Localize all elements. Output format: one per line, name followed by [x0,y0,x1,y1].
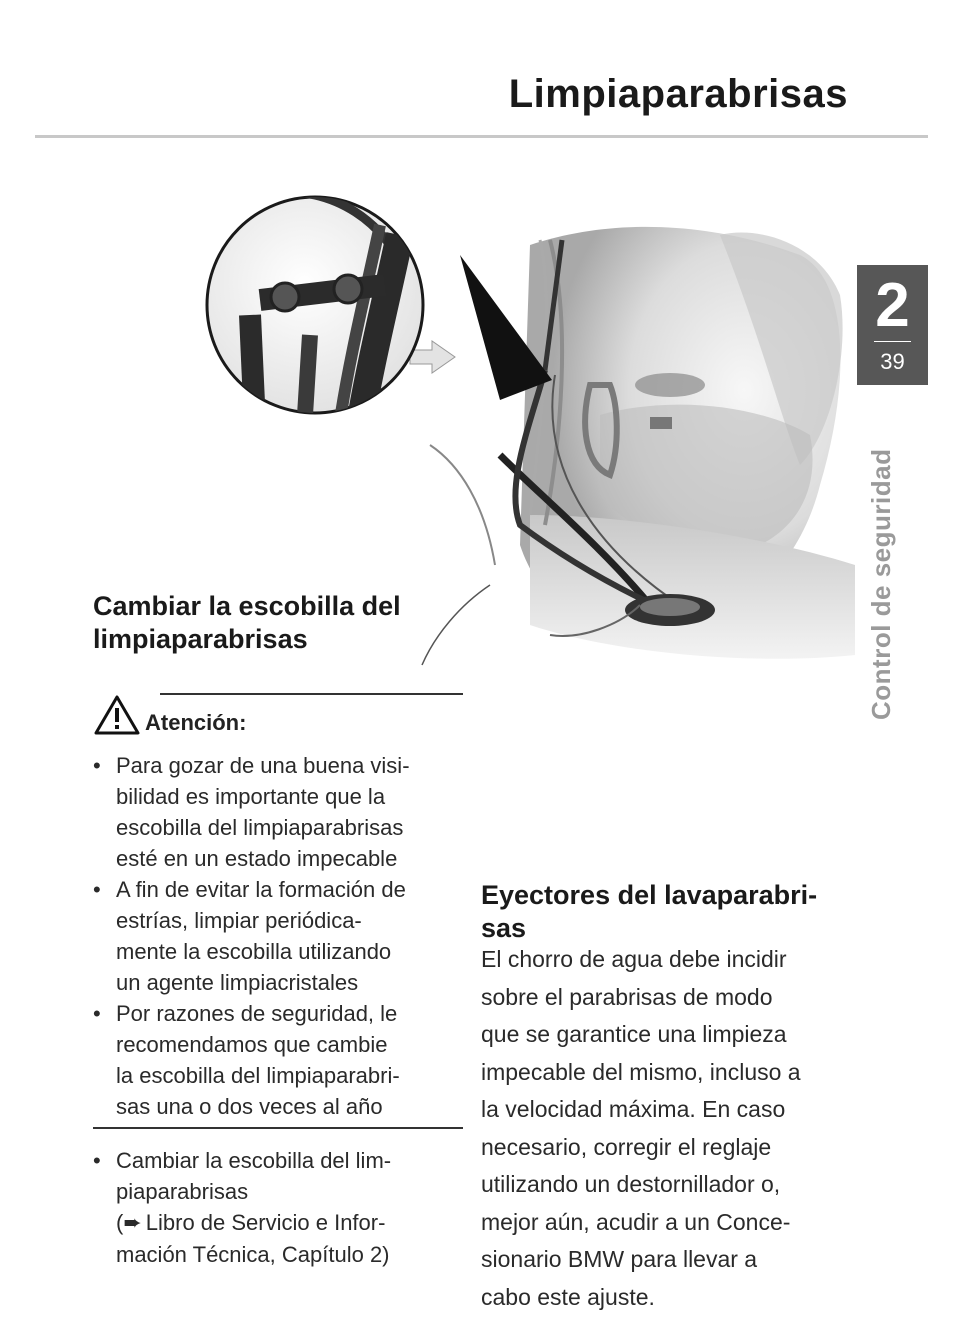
warning-label: Atención: [145,710,247,735]
body-line: la velocidad máxima. En caso [481,1096,786,1122]
body-line: mejor aún, acudir a un Conce- [481,1208,791,1235]
step-line: mación Técnica, Capítulo 2) [116,1242,390,1267]
warning-item [93,874,468,998]
chapter-divider [874,341,911,342]
warning-item [93,998,468,1122]
warning-item [93,750,468,874]
step-list [93,1145,468,1270]
warning-line: la escobilla del limpiaparabri- [116,1063,400,1088]
section2-body [481,941,856,1316]
chapter-tab [857,265,928,385]
warning-line: mente la escobilla utilizando [116,939,392,964]
warning-triangle-icon [93,694,141,736]
body-line: impecable del mismo, incluso a [481,1058,801,1085]
warning-list [93,750,468,1122]
warning-line: recomendamos que cambie [116,1032,388,1057]
warning-header [93,694,246,736]
warning-line: • A fin de evitar la formación de [116,877,406,902]
ref-paren: ( [116,1210,124,1235]
page-number: 39 [880,349,905,374]
step-line [116,1207,468,1239]
warning-line: esté en un estado impecable [116,846,398,871]
body-line: que se garantice una limpieza [481,1021,787,1047]
warning-rule-bottom [93,1127,463,1129]
warning-line: estrías, limpiar periódica- [116,908,362,933]
step-line: • Cambiar la escobilla del lim- [116,1148,392,1173]
header-rule [35,135,928,138]
chapter-number: 2 [875,271,910,340]
page-title: Limpiaparabrisas [508,72,848,116]
step-line: piaparabrisas [116,1179,249,1204]
section1-title-line2: limpiaparabrisas [93,624,308,654]
body-line: sionario BMW para llevar a [481,1246,758,1272]
step-ref-text: Libro de Servicio e Infor- [145,1210,386,1235]
section2-title-line2: sas [481,913,527,943]
body-line: El chorro de agua debe incidir [481,946,787,972]
section2-title [481,879,861,945]
body-line: cabo este ajuste. [481,1283,655,1310]
reference-arrow-icon: ➨ [123,1211,142,1236]
body-line: necesario, corregir el reglaje [481,1133,772,1160]
section1-title [93,590,401,656]
warning-line: escobilla del limpiaparabrisas [116,815,404,840]
section1-title-line1: Cambiar la escobilla del [93,591,401,621]
body-line: utilizando un destornillador o, [481,1171,781,1197]
section2-title-line1: Eyectores del lavaparabri- [481,880,818,910]
side-chapter-label: Control de seguridad [866,448,896,720]
warning-line: un agente limpiacristales [116,970,359,995]
warning-line: • Para gozar de una buena visi- [116,753,410,778]
warning-line: • Por razones de seguridad, le [116,1001,398,1026]
warning-line: bilidad es importante que la [116,784,386,809]
warning-line: sas una o dos veces al año [116,1094,383,1119]
step-item [93,1145,468,1270]
body-line: sobre el parabrisas de modo [481,983,773,1010]
